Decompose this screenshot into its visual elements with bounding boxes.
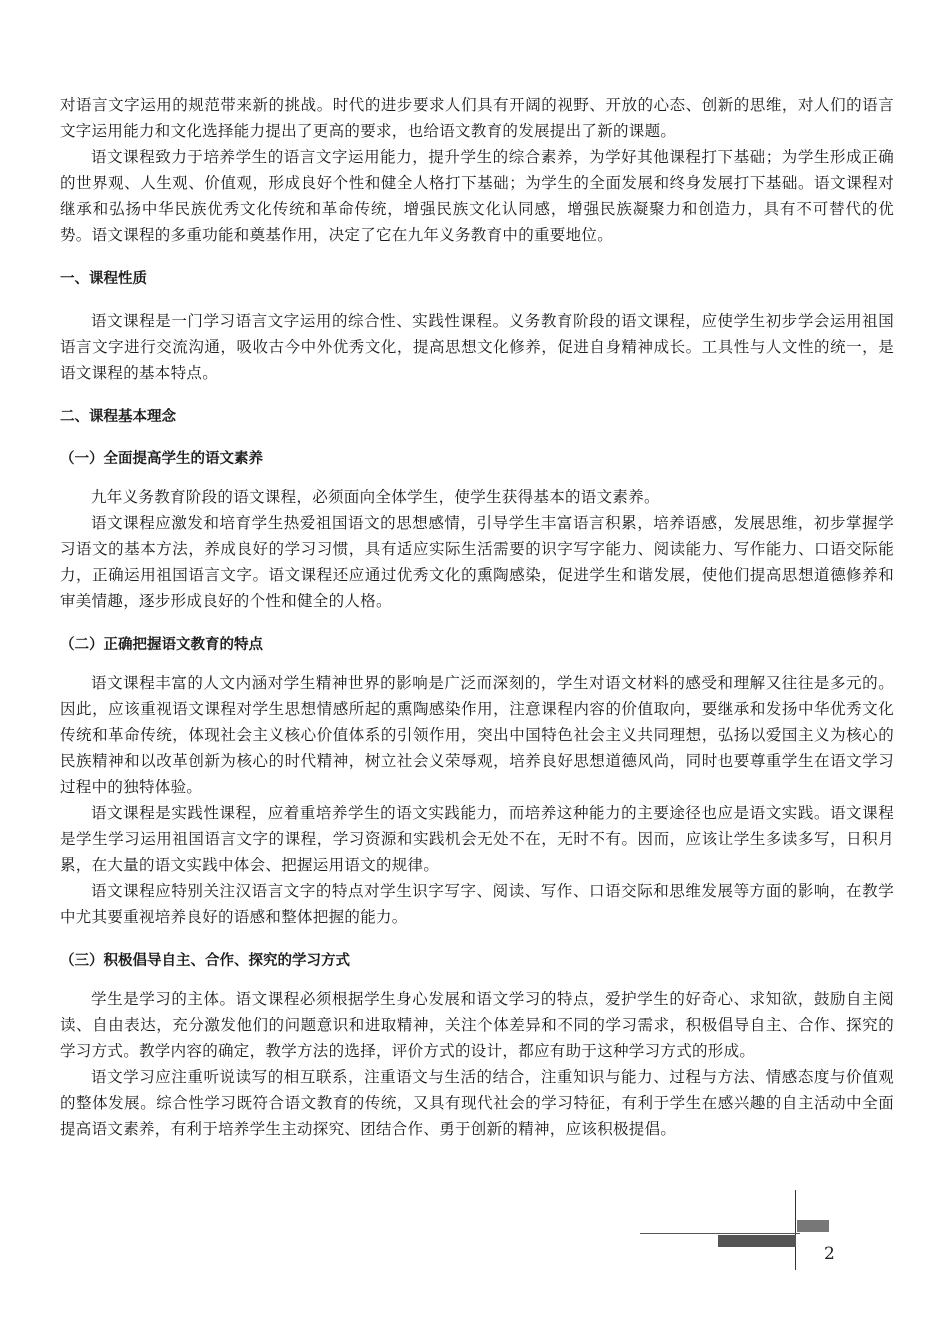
subsection-2-paragraph-2: 语文课程是实践性课程，应着重培养学生的语文实践能力，而培养这种能力的主要途径也应是语文实践。语文课程是学生学习运用祖国语言文字的课程，学习资源和实践机会无处不在，无时不有。因而，应该让学生多读多写，日积月累，在大量的语文实践中体会、把握运用语文的规律。 xyxy=(60,804,894,874)
subsection-2-paragraph-1: 语文课程丰富的人文内涵对学生精神世界的影响是广泛而深刻的，学生对语文材料的感受和理解又往往是多元的。因此，应该重视语文课程对学生思想情感所起的熏陶感染作用，注意课程内容的价值取向，要继承和发扬中华优秀文化传统和革命传统，体现社会主义核心价值体系的引领作用，突出中国特色社会主义共同理想，弘扬以爱国主义为核心的民族精神和以改革创新为核心的时代精神，树立社会义荣辱观，培养良好思想道德风尚，同时也要尊重学生在语文学习过程中的独特体验。 xyxy=(60,674,894,796)
subsection-3-paragraph-1: 学生是学习的主体。语文课程必须根据学生身心发展和语文学习的特点，爱护学生的好奇心、求知欲，鼓励自主阅读、自由表达，充分激发他们的问题意识和进取精神，关注个体差异和不同的学习需求，积极倡导自主、合作、探究的学习方式。教学内容的确定，教学方法的选择，评价方式的设计，都应有助于这种学习方式的形成。 xyxy=(60,990,894,1060)
subsection-heading-2: （二）正确把握语文教育的特点 xyxy=(60,637,263,653)
subsection-heading-1: （一）全面提高学生的语文素养 xyxy=(60,451,263,467)
section-heading-basic-concepts: 二、课程基本理念 xyxy=(60,409,176,425)
intro-paragraph: 语文课程致力于培养学生的语言文字运用能力，提升学生的综合素养，为学好其他课程打下基础；为学生形成正确的世界观、人生观、价值观，形成良好个性和健全人格打下基础；为学生的全面发展和终身发展打下基础。语文课程对继承和弘扬中华民族优秀文化传统和革命传统，增强民族文化认同感，增强民族凝聚力和创造力，具有不可替代的优势。语文课程的多重功能和奠基作用，决定了它在九年义务教育中的重要地位。 xyxy=(60,148,894,244)
document-body xyxy=(60,92,894,1142)
subsection-3-paragraph-2: 语文学习应注重听说读写的相互联系，注重语文与生活的结合，注重知识与能力、过程与方法、情感态度与价值观的整体发展。综合性学习既符合语文教育的传统，又具有现代社会的学习特征，有利于学生在感兴趣的自主活动中全面提高语文素养，有利于培养学生主动探究、团结合作、勇于创新的精神，应该积极提倡。 xyxy=(60,1068,894,1138)
course-nature-paragraph: 语文课程是一门学习语言文字运用的综合性、实践性课程。义务教育阶段的语文课程，应使学生初步学会运用祖国语言文字进行交流沟通，吸收古今中外优秀文化，提高思想文化修养，促进自身精神成长。工具性与人文性的统一，是语文课程的基本特点。 xyxy=(60,312,894,382)
intro-paragraph-continued: 对语言文字运用的规范带来新的挑战。时代的进步要求人们具有开阔的视野、开放的心态、创新的思维，对人们的语言文字运用能力和文化选择能力提出了更高的要求，也给语文教育的发展提出了新的课题。 xyxy=(60,96,894,140)
subsection-2-paragraph-3: 语文课程应特别关注汉语言文字的特点对学生识字写字、阅读、写作、口语交际和思维发展等方面的影响，在教学中尤其要重视培养良好的语感和整体把握的能力。 xyxy=(60,882,894,926)
subsection-heading-3: （三）积极倡导自主、合作、探究的学习方式 xyxy=(60,953,350,969)
footer-decor-bar-dark xyxy=(718,1235,796,1247)
page-number: 2 xyxy=(824,1244,835,1264)
subsection-1-paragraph-1: 九年义务教育阶段的语文课程，必须面向全体学生，使学生获得基本的语文素养。 xyxy=(91,488,660,506)
footer-horizontal-rule xyxy=(640,1233,800,1234)
section-heading-course-nature: 一、课程性质 xyxy=(60,271,147,287)
footer-decor-bar-light xyxy=(797,1220,829,1232)
subsection-1-paragraph-2: 语文课程应激发和培育学生热爱祖国语文的思想感情，引导学生丰富语言积累，培养语感，发展思维，初步掌握学习语文的基本方法，养成良好的学习习惯，具有适应实际生活需要的识字写字能力、阅读能力、写作能力、口语交际能力，正确运用祖国语言文字。语文课程还应通过优秀文化的熏陶感染，促进学生和谐发展，使他们提高思想道德修养和审美情趣，逐步形成良好的个性和健全的人格。 xyxy=(60,514,894,610)
footer-vertical-rule xyxy=(795,1190,796,1270)
